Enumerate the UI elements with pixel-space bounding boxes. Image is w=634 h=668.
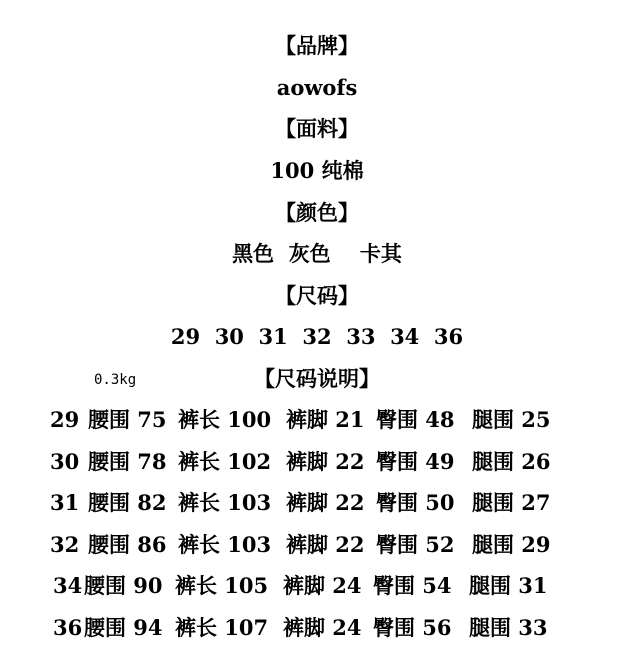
- brand-value: aowofs: [276, 75, 358, 100]
- row-hem: 裤脚 22: [286, 532, 365, 557]
- row-hem: 裤脚 24: [283, 615, 362, 640]
- size-heading: 【尺码】: [275, 283, 359, 308]
- size-chart-row: [0, 405, 634, 435]
- row-thigh: 腿围 31: [469, 573, 548, 598]
- row-thigh: 腿围 26: [472, 449, 551, 474]
- fabric-value: 100 纯棉: [270, 158, 364, 183]
- row-thigh: 腿围 25: [472, 407, 551, 432]
- row-size: 31: [50, 490, 80, 515]
- row-hip: 臀围 50: [376, 490, 455, 515]
- fabric-heading: 【面料】: [275, 116, 359, 141]
- color-value: 黑色 灰色 卡其: [232, 241, 402, 266]
- size-chart-row: [0, 447, 634, 477]
- size-chart-row: [0, 613, 634, 643]
- row-length: 裤长 107: [175, 615, 269, 640]
- row-size: 29: [50, 407, 80, 432]
- size-chart-row: [0, 530, 634, 560]
- row-hip: 臀围 49: [376, 449, 455, 474]
- row-length: 裤长 103: [178, 532, 272, 557]
- size-chart-row: [0, 571, 634, 601]
- row-length: 裤长 100: [178, 407, 272, 432]
- row-hip: 臀围 56: [373, 615, 452, 640]
- row-size: 34: [53, 573, 83, 598]
- row-waist: 腰围 86: [88, 532, 167, 557]
- brand-heading: 【品牌】: [275, 33, 359, 58]
- color-heading: 【颜色】: [275, 200, 359, 225]
- size-value: 29 30 31 32 33 34 36: [170, 324, 464, 349]
- row-hem: 裤脚 21: [286, 407, 365, 432]
- row-hip: 臀围 48: [376, 407, 455, 432]
- row-length: 裤长 102: [178, 449, 272, 474]
- row-waist: 腰围 82: [88, 490, 167, 515]
- size-chart-row: [0, 488, 634, 518]
- row-hip: 臀围 52: [376, 532, 455, 557]
- row-thigh: 腿围 33: [469, 615, 548, 640]
- row-length: 裤长 105: [175, 573, 269, 598]
- row-hem: 裤脚 22: [286, 449, 365, 474]
- row-waist: 腰围 78: [88, 449, 167, 474]
- row-size: 36: [53, 615, 83, 640]
- row-size: 32: [50, 532, 80, 557]
- row-size: 30: [50, 449, 80, 474]
- row-waist: 腰围 90: [84, 573, 163, 598]
- size-chart-heading: 【尺码说明】: [254, 366, 380, 391]
- row-thigh: 腿围 27: [472, 490, 551, 515]
- row-hem: 裤脚 24: [283, 573, 362, 598]
- row-waist: 腰围 94: [84, 615, 163, 640]
- row-waist: 腰围 75: [88, 407, 167, 432]
- row-thigh: 腿围 29: [472, 532, 551, 557]
- row-hip: 臀围 54: [373, 573, 452, 598]
- row-hem: 裤脚 22: [286, 490, 365, 515]
- weight-note: 0.3kg: [94, 372, 137, 388]
- row-length: 裤长 103: [178, 490, 272, 515]
